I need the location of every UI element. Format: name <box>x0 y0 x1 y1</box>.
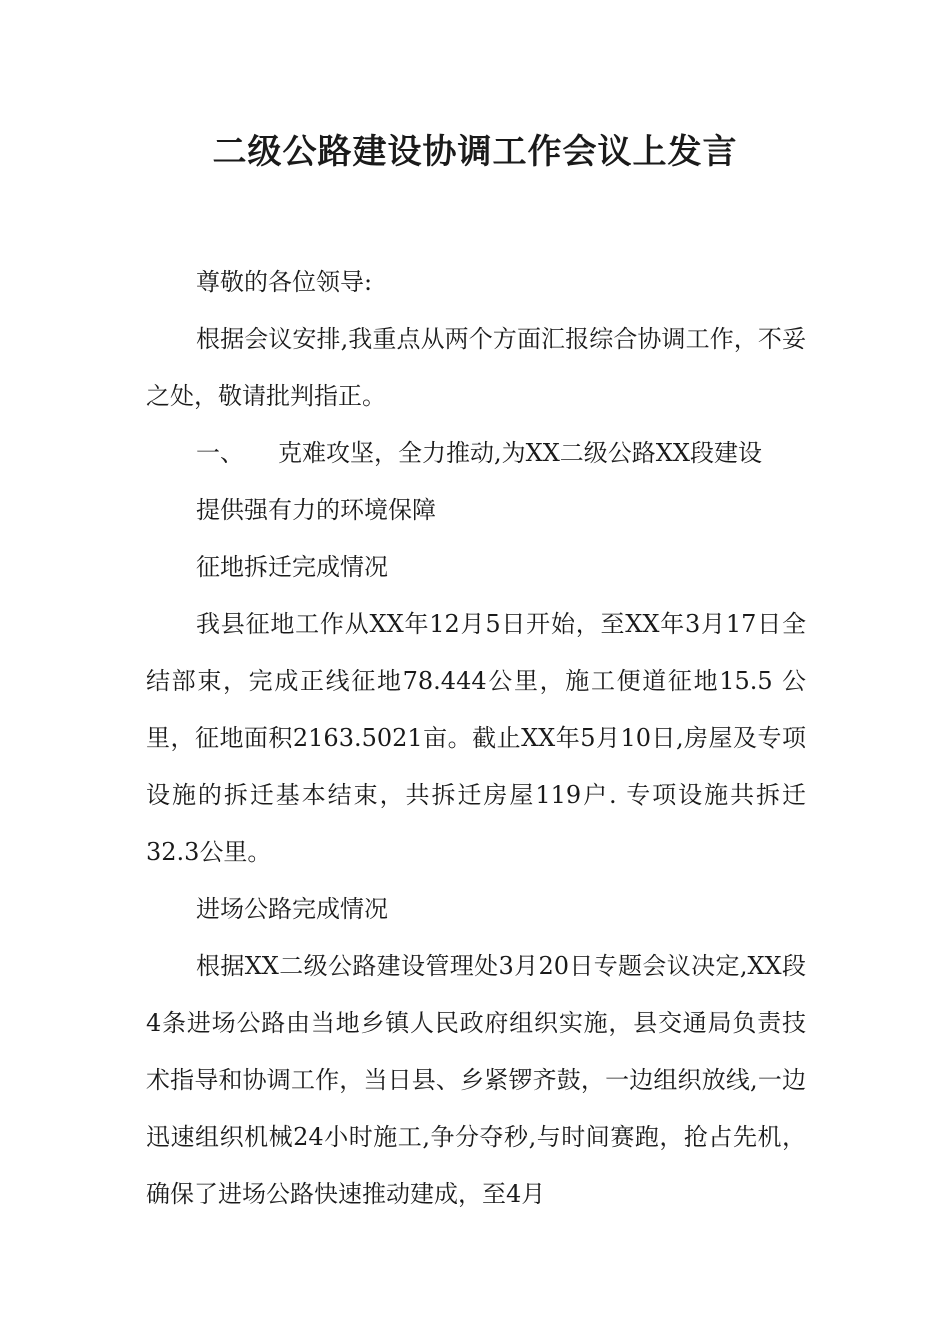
document-body <box>146 254 806 1223</box>
land-paragraph: 我县征地工作从XX年12月5日开始，至XX年3月17日全结部束，完成正线征地78.444公里，施工便道征地15.5 公里，征地面积2163.5021亩。截止XX年5月10日,房屋及专项设施的拆迁基本结束，共拆迁房屋119户. 专项设施共拆迁32.3公里。 <box>146 610 806 866</box>
section-heading-line1 <box>146 425 806 482</box>
subsection-heading-road: 进场公路完成情况 <box>196 895 388 923</box>
section-title-line1: 克难攻坚，全力推动,为XX二级公路XX段建设 <box>278 439 762 467</box>
salutation: 尊敬的各位领导: <box>196 268 373 296</box>
document-title: 二级公路建设协调工作会议上发言 <box>212 132 738 172</box>
section-number: 一、 <box>196 439 244 467</box>
subsection-heading-land: 征地拆迁完成情况 <box>196 553 388 581</box>
road-paragraph: 根据XX二级公路建设管理处3月20日专题会议决定,XX段4条进场公路由当地乡镇人民政府组织实施，县交通局负责技术指导和协调工作，当日县、乡紧锣齐鼓，一边组织放线,一边迅速组织机械24小时施工,争分夺秒,与时间赛跑，抢占先机，确保了进场公路快速推动建成，至4月 <box>146 952 806 1208</box>
section-heading-line2: 提供强有力的环境保障 <box>196 496 436 524</box>
intro-paragraph: 根据会议安排,我重点从两个方面汇报综合协调工作，不妥之处，敬请批判指正。 <box>146 325 806 410</box>
